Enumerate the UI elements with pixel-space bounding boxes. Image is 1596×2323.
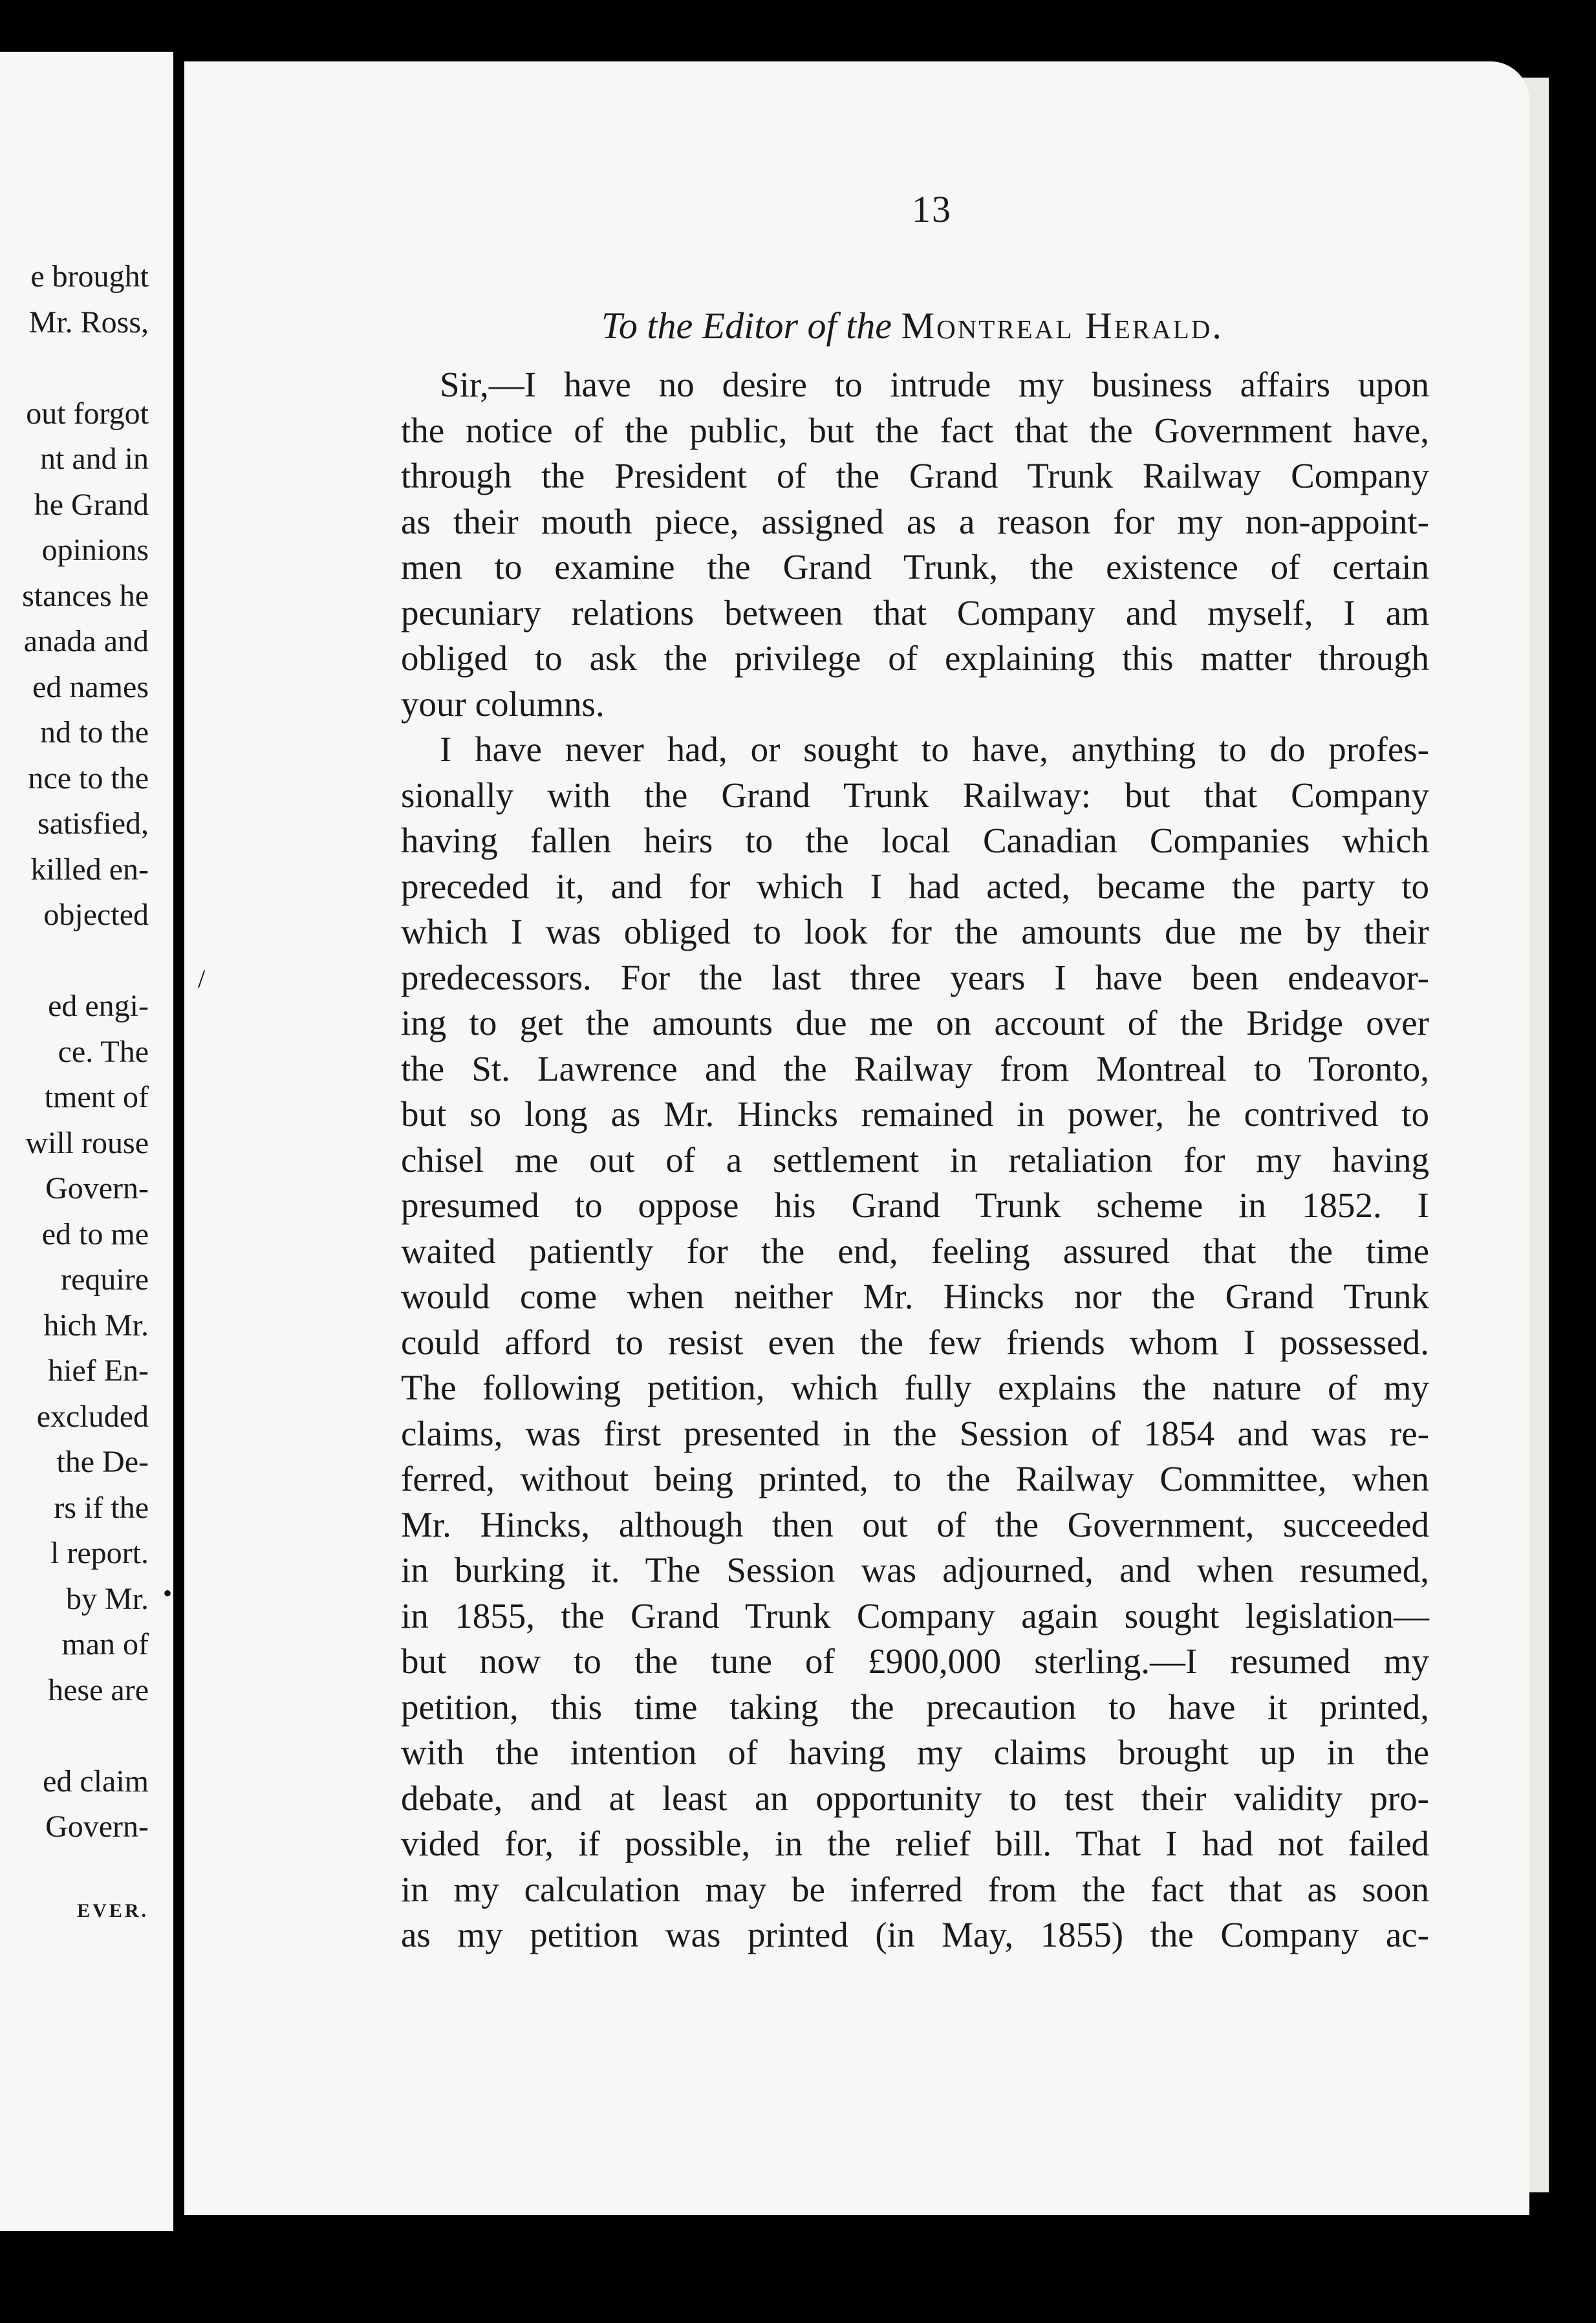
left-fragment-line: anada and	[23, 624, 149, 658]
left-fragment-line: Govern-	[45, 1171, 149, 1205]
letter-line: which I was obliged to look for the amounts due me by their	[401, 912, 1429, 951]
left-fragment-line: ed names	[32, 669, 149, 704]
left-fragment-line: Govern-	[45, 1810, 149, 1844]
left-fragment-line: ce. The	[58, 1034, 149, 1069]
left-fragment-line: ed to me	[41, 1216, 149, 1251]
left-fragment-line: by Mr.	[65, 1581, 149, 1616]
letter-line: Mr. Hincks, although then out of the Government, succeeded	[401, 1504, 1429, 1544]
letter-line: preceded it, and for which I had acted, became the party to	[401, 866, 1429, 906]
letter-line: ing to get the amounts due me on account of the Bridge over	[401, 1003, 1429, 1043]
letter-heading	[601, 304, 1224, 347]
letter-line: the notice of the public, but the fact that the Government have,	[401, 410, 1429, 450]
left-fragment-line: tment of	[44, 1080, 149, 1114]
letter-line: in burking it. The Session was adjourned, and when resumed,	[401, 1550, 1429, 1590]
letter-line: debate, and at least an opportunity to test their validity pro-	[401, 1778, 1429, 1818]
letter-line: but now to the tune of £900,000 sterling.—I resumed my	[401, 1641, 1429, 1681]
letter-line: vided for, if possible, in the relief bill. That I had not failed	[401, 1824, 1429, 1863]
left-fragment-line: hich Mr.	[43, 1308, 149, 1343]
left-fragment-line: require	[61, 1262, 149, 1297]
letter-line: having fallen heirs to the local Canadian Companies which	[401, 821, 1429, 860]
letter-line: chisel me out of a settlement in retaliation for my having	[401, 1140, 1429, 1180]
letter-line: I have never had, or sought to have, anything to do profes-	[440, 729, 1429, 769]
letter-line: obliged to ask the privilege of explaining this matter through	[401, 638, 1429, 678]
letter-line: sionally with the Grand Trunk Railway: but that Company	[401, 775, 1429, 815]
letter-line: as their mouth piece, assigned as a reason for my non-appoint-	[401, 501, 1429, 541]
left-fragment-line: killed en-	[30, 852, 149, 887]
letter-line: but so long as Mr. Hincks remained in power, he contrived to	[401, 1094, 1429, 1134]
letter-line: with the intention of having my claims brought up in the	[401, 1733, 1429, 1772]
letter-line: in my calculation may be inferred from the fact that as soon	[401, 1869, 1429, 1909]
letter-line: the St. Lawrence and the Railway from Montreal to Toronto,	[401, 1048, 1429, 1088]
left-fragment-line: objected	[43, 898, 149, 932]
letter-line: presumed to oppose his Grand Trunk scheme in 1852. I	[401, 1185, 1429, 1225]
left-fragment-line: excluded	[36, 1399, 149, 1434]
letter-line: could afford to resist even the few friends whom I possessed.	[401, 1322, 1429, 1362]
left-fragment-line: opinions	[41, 533, 149, 567]
left-fragment-line: will rouse	[25, 1125, 149, 1160]
left-fragment-line: out forgot	[26, 396, 149, 431]
left-fragment-line: l report.	[50, 1536, 149, 1570]
left-fragment-line: he Grand	[34, 487, 149, 522]
letter-line: would come when neither Mr. Hincks nor the Grand Trunk	[401, 1277, 1429, 1316]
left-fragment-line: hief En-	[48, 1354, 149, 1388]
letter-line: in 1855, the Grand Trunk Company again sought legislation—	[401, 1595, 1429, 1636]
letter-line: claims, was first presented in the Session of 1854 and was re-	[401, 1413, 1429, 1453]
margin-mark: /	[198, 964, 206, 993]
letter-line: ferred, without being printed, to the Railway Committee, when	[401, 1459, 1429, 1498]
left-fragment-line: ed claim	[43, 1764, 149, 1799]
letter-line: your columns.	[401, 684, 605, 724]
letter-line: petition, this time taking the precaution to have it printed,	[401, 1687, 1429, 1727]
left-fragment-line: ed engi-	[48, 989, 149, 1023]
left-fragment-line: satisfied,	[38, 806, 149, 841]
left-fragment-line: nt and in	[40, 442, 149, 476]
left-fragment-line: stances he	[22, 578, 149, 613]
left-fragment-line: nd to the	[40, 715, 149, 750]
left-fragment-line: man of	[61, 1627, 149, 1661]
margin-dot: •	[163, 1579, 173, 1608]
left-fragment-line: hese are	[48, 1672, 149, 1707]
left-fragment-line: rs if the	[54, 1490, 149, 1525]
letter-line: through the President of the Grand Trunk Railway Company	[401, 456, 1429, 495]
page-number: 13	[912, 188, 952, 230]
left-fragment-line: nce to the	[28, 761, 149, 795]
letter-line: waited patiently for the end, feeling assured that the time	[401, 1231, 1429, 1271]
left-fragment-line: the De-	[56, 1445, 149, 1479]
letter-line: pecuniary relations between that Company and myself, I am	[401, 592, 1429, 632]
left-fragment-line: Mr. Ross,	[28, 305, 149, 340]
left-fragment-line: EVER.	[77, 1900, 149, 1921]
letter-line: as my petition was printed (in May, 1855) the Company ac-	[401, 1915, 1429, 1954]
letter-line: Sir,—I have no desire to intrude my business affairs upon	[440, 365, 1429, 404]
heading-italic: To the Editor of the	[601, 305, 892, 347]
letter-line: The following petition, which fully explains the nature of my	[401, 1368, 1429, 1407]
left-fragment-line: e brought	[30, 259, 149, 294]
heading-newspaper: Montreal Herald.	[901, 305, 1224, 347]
letter-line: predecessors. For the last three years I have been endeavor-	[401, 957, 1429, 997]
letter-line: men to examine the Grand Trunk, the existence of certain	[401, 547, 1429, 587]
